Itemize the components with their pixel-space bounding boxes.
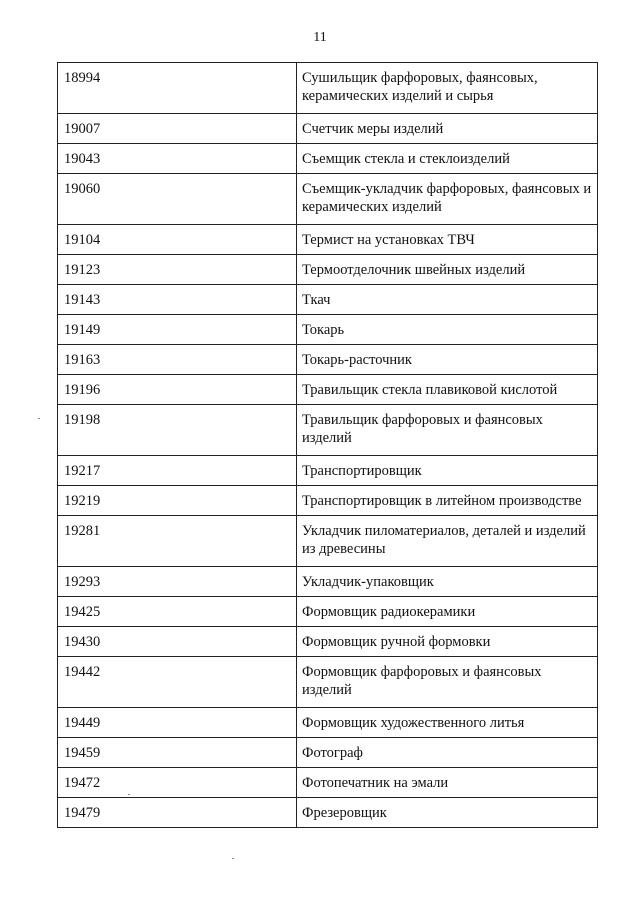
profession-name-cell: Фрезеровщик	[297, 798, 598, 828]
profession-code-cell: 19163	[58, 345, 297, 375]
profession-name-cell: Съемщик стекла и стеклоизделий	[297, 144, 598, 174]
profession-code-cell: 19060	[58, 174, 297, 225]
profession-name-cell: Формовщик фарфоровых и фаянсовых изделий	[297, 657, 598, 708]
profession-code-cell: 19449	[58, 708, 297, 738]
scan-speck	[128, 794, 130, 795]
profession-code-cell: 19149	[58, 315, 297, 345]
table-row	[58, 63, 598, 114]
profession-code-cell: 19198	[58, 405, 297, 456]
profession-name-cell: Формовщик ручной формовки	[297, 627, 598, 657]
scan-speck	[38, 418, 40, 419]
profession-name-cell: Транспортировщик в литейном производстве	[297, 486, 598, 516]
profession-name-cell: Токарь-расточник	[297, 345, 598, 375]
profession-code-cell: 19043	[58, 144, 297, 174]
profession-code-cell: 19143	[58, 285, 297, 315]
profession-code-cell: 19219	[58, 486, 297, 516]
table-row	[58, 144, 598, 174]
table-row	[58, 516, 598, 567]
profession-name-cell: Фотограф	[297, 738, 598, 768]
profession-code-cell: 19293	[58, 567, 297, 597]
profession-name-cell: Токарь	[297, 315, 598, 345]
profession-name-cell: Ткач	[297, 285, 598, 315]
profession-code-cell: 19442	[58, 657, 297, 708]
table-row	[58, 597, 598, 627]
profession-name-cell: Формовщик художественного литья	[297, 708, 598, 738]
profession-code-table	[57, 62, 598, 828]
table-row	[58, 345, 598, 375]
table-row	[58, 708, 598, 738]
profession-name-cell: Транспортировщик	[297, 456, 598, 486]
profession-name-cell: Укладчик-упаковщик	[297, 567, 598, 597]
page-number: 11	[313, 30, 327, 45]
table-body	[58, 63, 598, 828]
scan-speck	[232, 858, 234, 859]
profession-code-cell: 19217	[58, 456, 297, 486]
table-row	[58, 114, 598, 144]
profession-name-cell: Съемщик-укладчик фарфоровых, фаянсовых и керамических изделий	[297, 174, 598, 225]
profession-code-cell: 19104	[58, 225, 297, 255]
profession-name-cell: Укладчик пиломатериалов, деталей и изделий из древесины	[297, 516, 598, 567]
table-row	[58, 375, 598, 405]
profession-code-cell: 19459	[58, 738, 297, 768]
table-row	[58, 738, 598, 768]
profession-code-cell: 18994	[58, 63, 297, 114]
profession-code-cell: 19425	[58, 597, 297, 627]
table-row	[58, 285, 598, 315]
profession-code-cell: 19123	[58, 255, 297, 285]
table-row	[58, 405, 598, 456]
profession-name-cell: Фотопечатник на эмали	[297, 768, 598, 798]
profession-code-cell: 19472	[58, 768, 297, 798]
table-row	[58, 798, 598, 828]
table-row	[58, 456, 598, 486]
profession-name-cell: Сушильщик фарфоровых, фаянсовых, керамических изделий и сырья	[297, 63, 598, 114]
profession-code-cell: 19007	[58, 114, 297, 144]
profession-name-cell: Травильщик стекла плавиковой кислотой	[297, 375, 598, 405]
profession-code-cell: 19196	[58, 375, 297, 405]
profession-code-cell: 19479	[58, 798, 297, 828]
table-row	[58, 567, 598, 597]
table-row	[58, 627, 598, 657]
table-row	[58, 768, 598, 798]
table-row	[58, 225, 598, 255]
profession-name-cell: Формовщик радиокерамики	[297, 597, 598, 627]
table-row	[58, 486, 598, 516]
profession-code-cell: 19281	[58, 516, 297, 567]
profession-name-cell: Счетчик меры изделий	[297, 114, 598, 144]
table-row	[58, 255, 598, 285]
profession-name-cell: Травильщик фарфоровых и фаянсовых изделий	[297, 405, 598, 456]
table-row	[58, 174, 598, 225]
table-row	[58, 315, 598, 345]
profession-code-cell: 19430	[58, 627, 297, 657]
table-row	[58, 657, 598, 708]
profession-name-cell: Термист на установках ТВЧ	[297, 225, 598, 255]
profession-name-cell: Термоотделочник швейных изделий	[297, 255, 598, 285]
